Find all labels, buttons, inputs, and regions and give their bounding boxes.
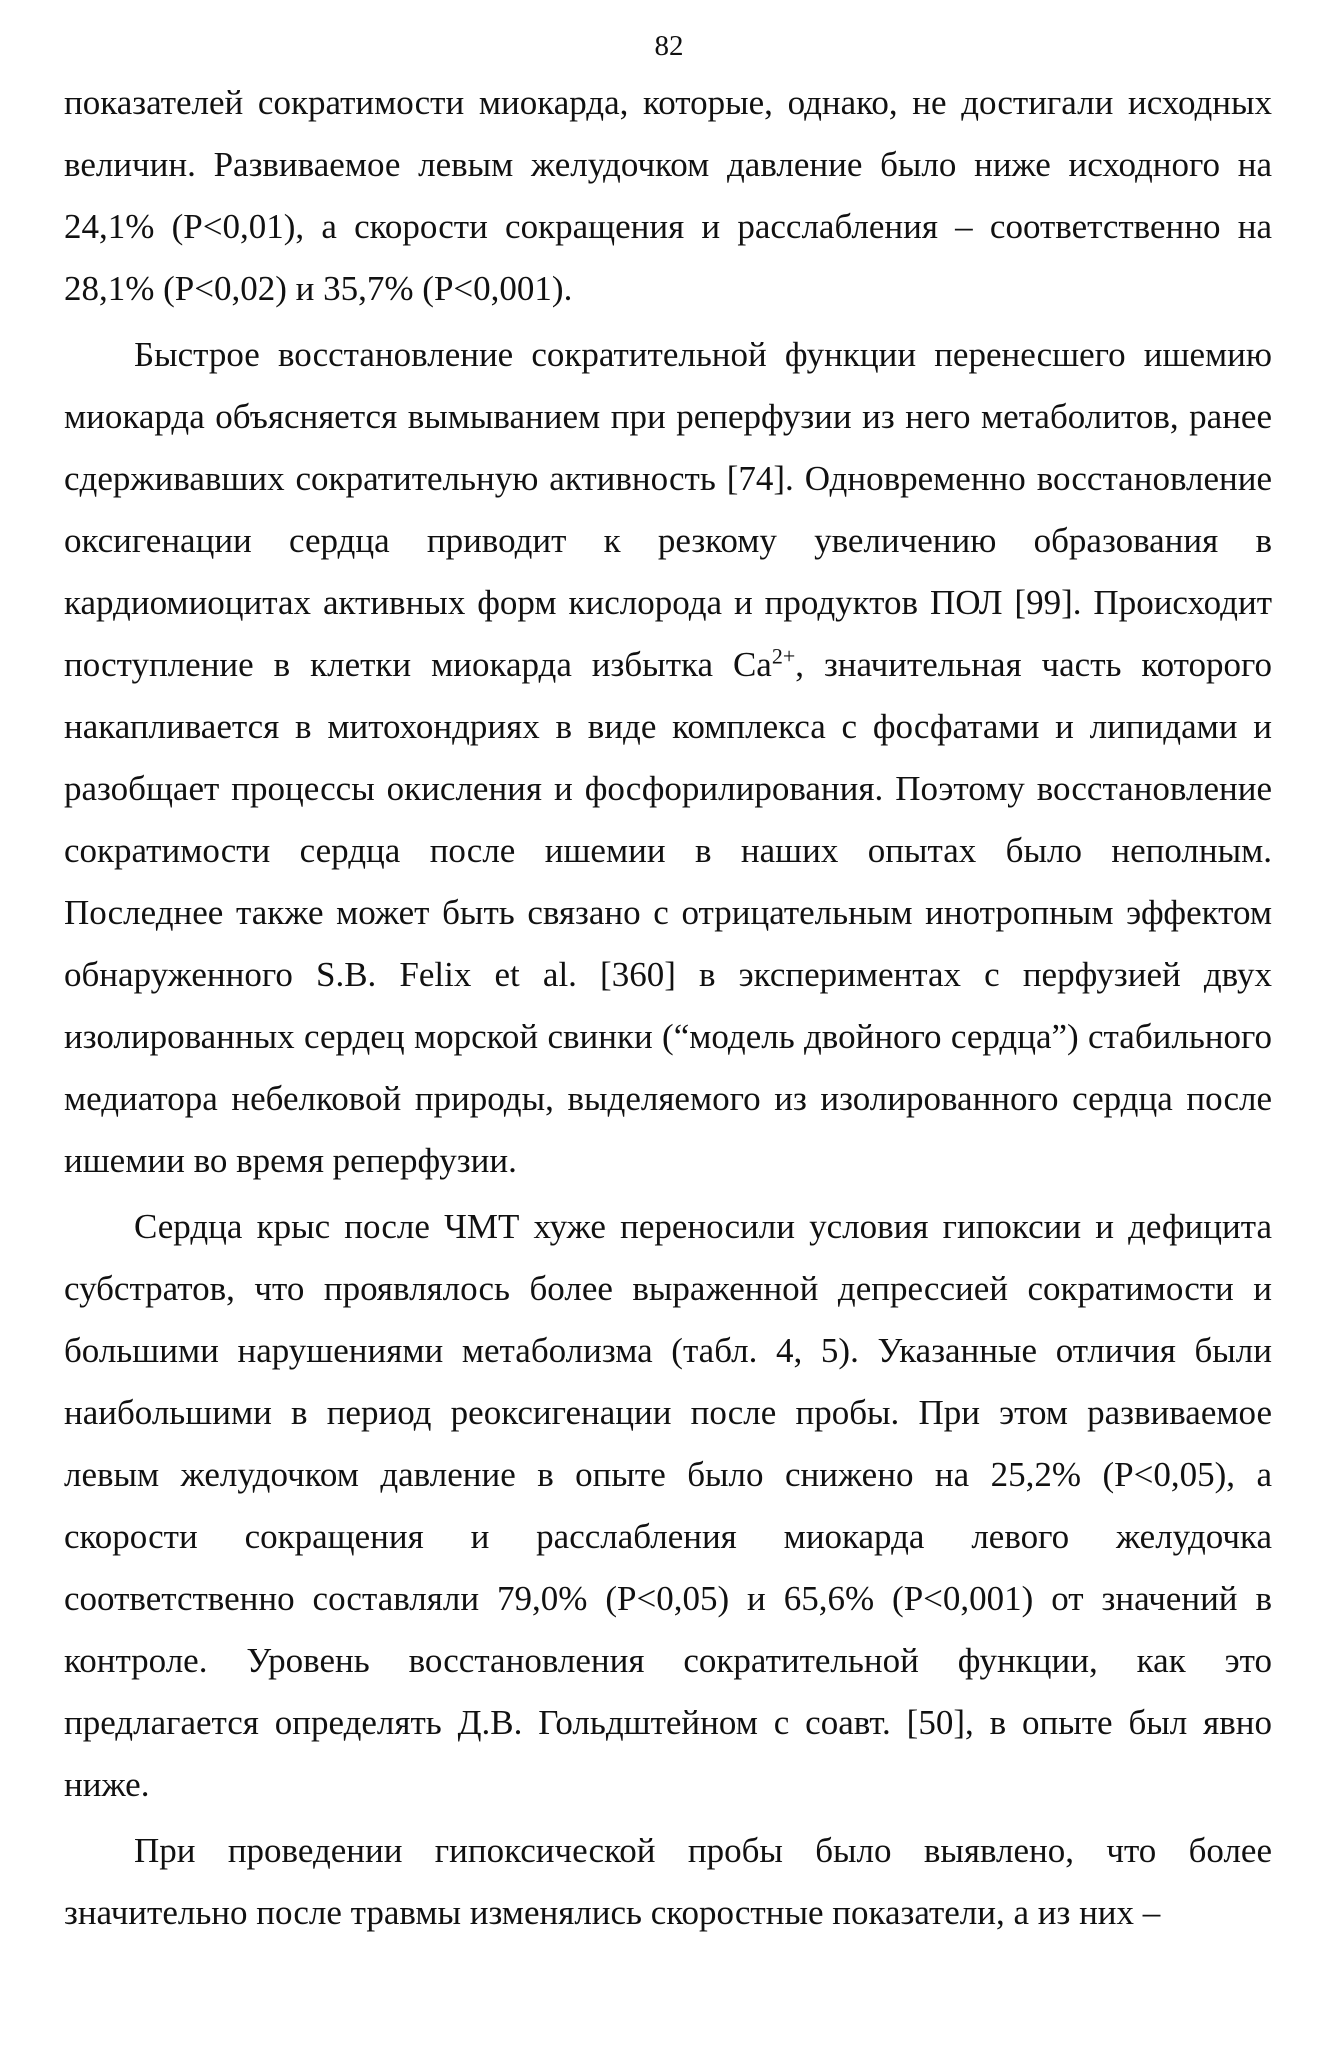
calcium-charge-superscript: 2+ [771,643,796,669]
paragraph-continuation: показателей сократимости миокарда, которые, однако, не достигали исходных величин. Развиваемое левым желудочком давление было ниже исходного на 24,1% (P<0,01), а скорости сокращения и расслабления – соответственно на 28,1% (P<0,02) и 35,7% (P<0,001). [64,83,1272,308]
body-text [64,72,1272,1948]
page-number: 82 [654,30,684,62]
paragraph-recovery [64,324,1272,1192]
paragraph-recovery-text-start: Быстрое восстановление сократительной функции перенесшего ишемию миокарда объясняется вымыванием при реперфузии из него метаболитов, ранее сдерживавших сократительную активность [74]. Одновременно восстановление оксигенации сердца приводит к резкому увеличению образования в кардиомиоцитах активных форм кислорода и продуктов ПОЛ [99]. Происходит поступление в клетки миокарда избытка Ca [64,335,1272,684]
paragraph-recovery-text-end: , значительная часть которого накапливается в митохондриях в виде комплекса с фосфатами и липидами и разобщает процессы окисления и фосфорилирования. Поэтому восстановление сократимости сердца после ишемии в наших опытах было неполным. Последнее также может быть связано с отрицательным инотропным эффектом обнаруженного S.B. Felix et al. [360] в экспериментах с перфузией двух изолированных сердец морской свинки (“модель двойного сердца”) стабильного медиатора небелковой природы, выделяемого из изолированного сердца после ишемии во время реперфузии. [64,645,1272,1180]
paragraph-hypoxic-test: При проведении гипоксической пробы было выявлено, что более значительно после травмы изменялись скоростные показатели, а из них – [64,1831,1272,1932]
paragraph-tbi-hearts: Сердца крыс после ЧМТ хуже переносили условия гипоксии и дефицита субстратов, что проявлялось более выраженной депрессией сократимости и большими нарушениями метаболизма (табл. 4, 5). Указанные отличия были наибольшими в период реоксигенации после пробы. При этом развиваемое левым желудочком давление в опыте было снижено на 25,2% (P<0,05), а скорости сокращения и расслабления миокарда левого желудочка соответственно составляли 79,0% (P<0,05) и 65,6% (P<0,001) от значений в контроле. Уровень восстановления сократительной функции, как это предлагается определять Д.В. Гольдштейном с соавт. [50], в опыте был явно ниже. [64,1207,1272,1804]
